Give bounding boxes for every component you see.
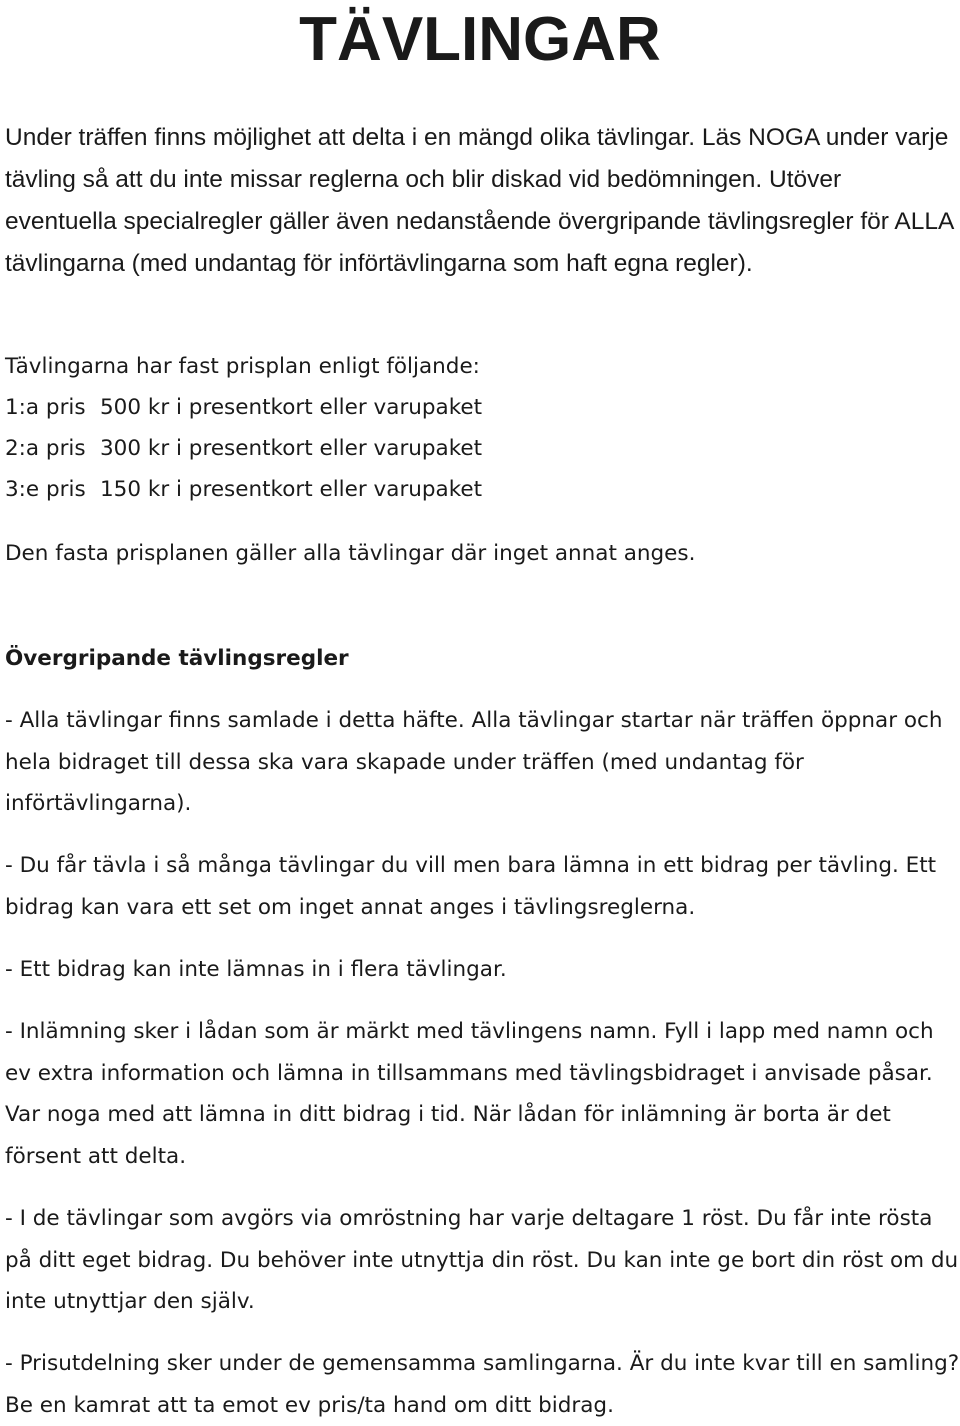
intro-paragraph: Under träffen finns möjlighet att delta i en mängd olika tävlingar. Läs NOGA under varje tävling så att du inte missar reglerna och blir diskad vid bedömningen. Utöver eventuella specialregler gäller även nedanstående övergripande tävlingsregler för ALLA tävlingarna (med undantag för införtävlingarna som haft egna regler). [5, 124, 953, 277]
prize-plan-lead: Tävlingarna har fast prisplan enligt följande: [5, 354, 480, 379]
prize-rank: 3:e pris [5, 477, 86, 502]
rule-item: - I de tävlingar som avgörs via omröstning har varje deltagare 1 röst. Du får inte rösta på ditt eget bidrag. Du behöver inte utnyttja din röst. Du kan inte ge bort din röst om du inte utnyttjar den själv. [5, 1206, 959, 1314]
rule-item: - Prisutdelning sker under de gemensamma samlingarna. Är du inte kvar till en samling? Be en kamrat att ta emot ev pris/ta hand om ditt bidrag. [5, 1351, 960, 1418]
prize-rank: 2:a pris [5, 436, 86, 461]
prize-row-third [5, 469, 955, 510]
page-title: TÄVLINGAR [299, 5, 661, 74]
prize-row-second [5, 428, 955, 469]
rules-heading: Övergripande tävlingsregler [5, 646, 349, 671]
prize-text: 500 kr i presentkort eller varupaket [100, 395, 483, 420]
rule-item: - Inlämning sker i lådan som är märkt med tävlingens namn. Fyll i lapp med namn och ev extra information och lämna in tillsammans med tävlingsbidraget i anvisade påsar. Var noga med att lämna in ditt bidrag i tid. När lådan för inlämning är borta är det försent att delta. [5, 1019, 934, 1169]
prize-rank: 1:a pris [5, 395, 86, 420]
prize-plan-note: Den fasta prisplanen gäller alla tävlingar där inget annat anges. [5, 541, 696, 566]
prize-text: 300 kr i presentkort eller varupaket [100, 436, 483, 461]
prize-row-first [5, 387, 955, 428]
prize-text: 150 kr i presentkort eller varupaket [100, 477, 483, 502]
rule-item: - Alla tävlingar finns samlade i detta häfte. Alla tävlingar startar när träffen öppnar och hela bidraget till dessa ska vara skapade under träffen (med undantag för införtävlingarna). [5, 708, 943, 816]
rule-item: - Du får tävla i så många tävlingar du vill men bara lämna in ett bidrag per tävling. Ett bidrag kan vara ett set om inget annat anges i tävlingsreglerna. [5, 853, 937, 920]
prize-plan [5, 346, 955, 510]
rule-item: - Ett bidrag kan inte lämnas in i flera tävlingar. [5, 957, 507, 982]
